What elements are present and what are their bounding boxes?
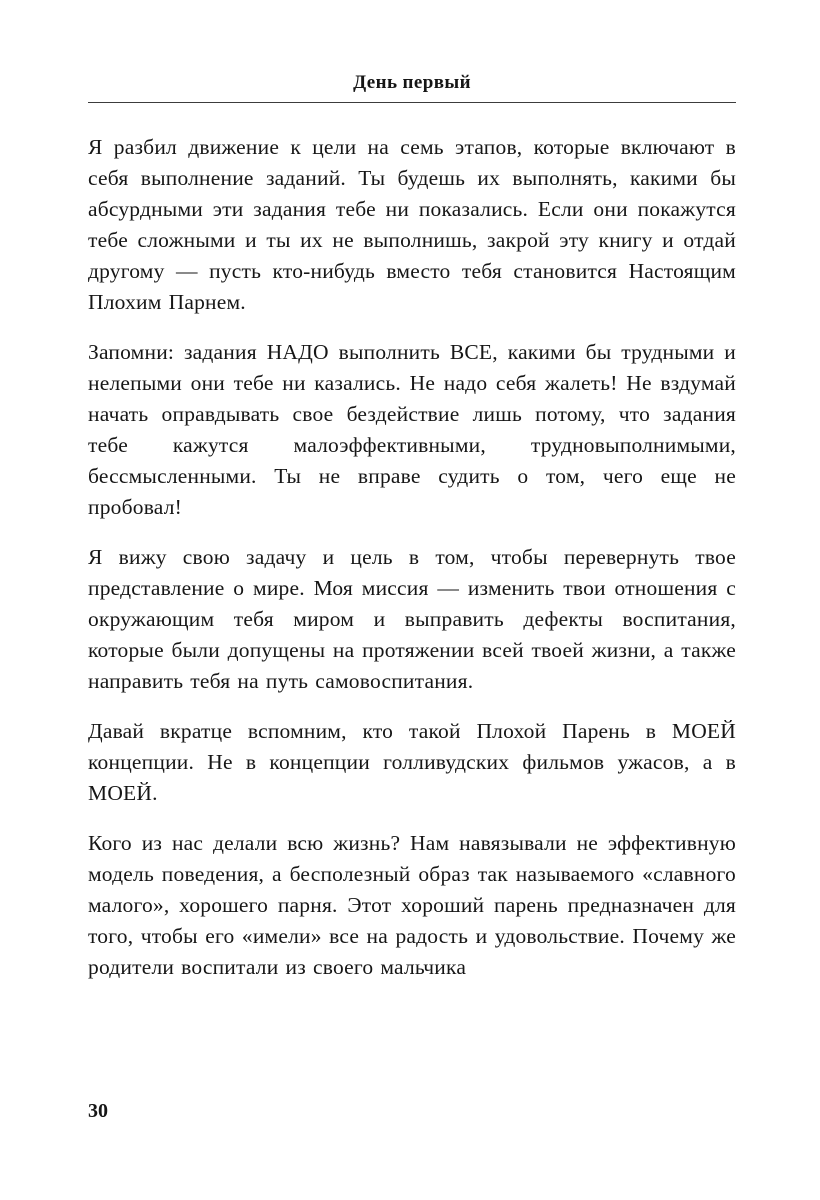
chapter-title: День первый — [353, 72, 471, 93]
paragraph: Давай вкратце вспомним, кто такой Плохой Парень в МОЕЙ концепции. Не в концепции голливудских фильмов ужасов, а в МОЕЙ. — [88, 719, 736, 805]
page-number: 30 — [88, 1100, 108, 1122]
header-divider — [88, 102, 736, 103]
paragraph: Кого из нас делали всю жизнь? Нам навязывали не эффективную модель поведения, а бесполезный образ так называемого «славного малого», хорошего парня. Этот хороший парень предназначен для того, чтобы его «имели» все на радость и удовольствие. Почему же родители воспитали из своего мальчика — [88, 831, 736, 979]
paragraph: Запомни: задания НАДО выполнить ВСЕ, какими бы трудными и нелепыми они тебе ни казались. Не надо себя жалеть! Не вздумай начать оправдывать свое бездействие лишь потому, что задания тебе кажутся малоэффективными, трудновыполнимыми, бессмысленными. Ты не вправе судить о том, чего еще не пробовал! — [88, 340, 736, 519]
paragraph: Я разбил движение к цели на семь этапов, которые включают в себя выполнение заданий. Ты будешь их выполнять, какими бы абсурдными эти задания тебе ни показались. Если они покажутся тебе сложными и ты их не выполнишь, закрой эту книгу и отдай другому — пусть кто-нибудь вместо тебя становится Настоящим Плохим Парнем. — [88, 135, 736, 314]
page-body — [88, 132, 736, 983]
paragraph: Я вижу свою задачу и цель в том, чтобы перевернуть твое представление о мире. Моя миссия — изменить твои отношения с окружающим тебя миром и выправить дефекты воспитания, которые были допущены на протяжении всей твоей жизни, а также направить тебя на путь самовоспитания. — [88, 545, 736, 693]
page-header — [88, 72, 736, 102]
